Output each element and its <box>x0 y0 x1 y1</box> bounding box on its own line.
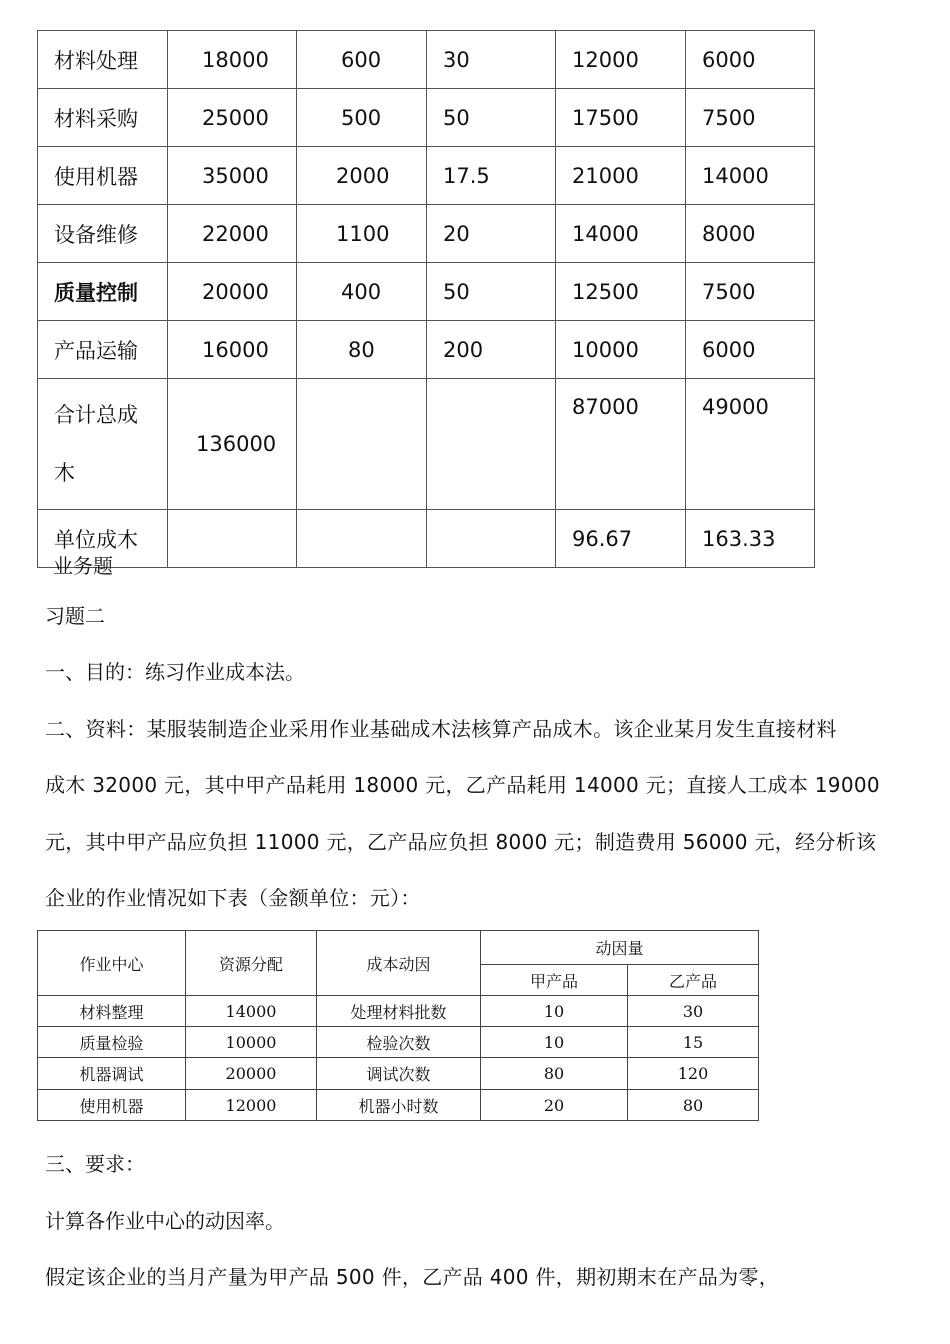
cell-total: 35000 <box>168 147 297 205</box>
activity-name: 使用机器 <box>38 147 168 205</box>
cell-value: 163.33 <box>686 510 815 568</box>
cell-value: 30 <box>427 31 556 89</box>
activity-name: 产品运输 <box>38 321 168 379</box>
header-row <box>38 931 759 965</box>
table-row <box>38 996 759 1027</box>
cell-value: 49000 <box>686 379 815 510</box>
cell-total: 16000 <box>168 321 297 379</box>
driver-qty-b: 15 <box>628 1027 759 1058</box>
cell-total: 25000 <box>168 89 297 147</box>
cell-empty <box>427 379 556 510</box>
requirement-2: 假定该企业的当月产量为甲产品 500 件，乙产品 400 件，期初期末在产品为零， <box>45 1265 780 1289</box>
cell-value: 10000 <box>556 321 686 379</box>
header-product-b: 乙产品 <box>628 965 759 996</box>
cell-value: 50 <box>427 263 556 321</box>
table-row <box>38 89 815 147</box>
cell-value: 17500 <box>556 89 686 147</box>
heading-exercise: 习题二 <box>45 604 105 628</box>
cell-value: 14000 <box>556 205 686 263</box>
requirement-1: 计算各作业中心的动因率。 <box>45 1209 285 1233</box>
cost-driver: 处理材料批数 <box>317 996 481 1027</box>
header-center: 作业中心 <box>38 931 186 996</box>
driver-qty-a: 80 <box>481 1058 628 1090</box>
cell-value: 50 <box>427 89 556 147</box>
resource-value: 12000 <box>186 1090 317 1121</box>
cell-value: 600 <box>297 31 427 89</box>
header-driver-qty: 动因量 <box>481 931 759 965</box>
cost-driver: 机器小时数 <box>317 1090 481 1121</box>
table-row <box>38 1090 759 1121</box>
cell-total: 20000 <box>168 263 297 321</box>
activity-name: 材料处理 <box>38 31 168 89</box>
cell-value: 8000 <box>686 205 815 263</box>
heading-business: 业务题 <box>53 554 113 578</box>
cell-value: 96.67 <box>556 510 686 568</box>
cell-value: 14000 <box>686 147 815 205</box>
activity-center: 质量检验 <box>38 1027 186 1058</box>
cell-value: 80 <box>297 321 427 379</box>
cell-value: 200 <box>427 321 556 379</box>
purpose-text: 一、目的：练习作业成本法。 <box>45 660 305 684</box>
cell-value: 6000 <box>686 321 815 379</box>
requirements-heading: 三、要求： <box>45 1152 145 1176</box>
header-driver: 成本动因 <box>317 931 481 996</box>
cell-value: 12000 <box>556 31 686 89</box>
table-row <box>38 321 815 379</box>
cell-value: 400 <box>297 263 427 321</box>
total-label-line1: 合计总成 <box>54 403 138 427</box>
table-row <box>38 205 815 263</box>
total-row <box>38 379 815 510</box>
material-line-3: 元，其中甲产品应负担 11000 元，乙产品应负担 8000 元；制造费用 56000 元，经分析该 <box>45 830 877 854</box>
cell-value: 2000 <box>297 147 427 205</box>
activity-center: 机器调试 <box>38 1058 186 1090</box>
cell-empty <box>168 510 297 568</box>
cost-driver: 检验次数 <box>317 1027 481 1058</box>
cell-empty <box>297 510 427 568</box>
driver-qty-a: 10 <box>481 996 628 1027</box>
cell-value: 1100 <box>297 205 427 263</box>
activity-name: 材料采购 <box>38 89 168 147</box>
table-row <box>38 1027 759 1058</box>
cell-value: 12500 <box>556 263 686 321</box>
cell-total: 18000 <box>168 31 297 89</box>
header-product-a: 甲产品 <box>481 965 628 996</box>
activity-driver-table <box>37 930 759 1121</box>
material-line-1: 二、资料：某服装制造企业采用作业基础成木法核算产品成木。该企业某月发生直接材料 <box>45 717 837 741</box>
resource-value: 14000 <box>186 996 317 1027</box>
unit-cost-label: 单位成木 <box>38 510 168 568</box>
total-row-label <box>38 379 168 510</box>
table-row <box>38 31 815 89</box>
cell-value: 7500 <box>686 89 815 147</box>
cell-value: 6000 <box>686 31 815 89</box>
cell-value: 20 <box>427 205 556 263</box>
unit-cost-row <box>38 510 815 568</box>
activity-center: 使用机器 <box>38 1090 186 1121</box>
cell-value: 7500 <box>686 263 815 321</box>
table-row <box>38 1058 759 1090</box>
driver-qty-b: 120 <box>628 1058 759 1090</box>
driver-qty-b: 30 <box>628 996 759 1027</box>
cost-allocation-table <box>37 30 815 568</box>
resource-value: 10000 <box>186 1027 317 1058</box>
activity-name: 质量控制 <box>38 263 168 321</box>
driver-qty-a: 10 <box>481 1027 628 1058</box>
total-label-line2: 木 <box>54 461 75 485</box>
activity-center: 材料整理 <box>38 996 186 1027</box>
table-row <box>38 147 815 205</box>
resource-value: 20000 <box>186 1058 317 1090</box>
cell-value: 87000 <box>556 379 686 510</box>
cell-value: 21000 <box>556 147 686 205</box>
driver-qty-b: 80 <box>628 1090 759 1121</box>
activity-name: 设备维修 <box>38 205 168 263</box>
cell-value: 17.5 <box>427 147 556 205</box>
table-row <box>38 263 815 321</box>
cell-total: 22000 <box>168 205 297 263</box>
material-line-2: 成木 32000 元，其中甲产品耗用 18000 元，乙产品耗用 14000 元；直接人工成本 19000 <box>45 773 880 797</box>
cell-grand-total: 136000 <box>168 379 297 510</box>
cell-value: 500 <box>297 89 427 147</box>
cell-empty <box>297 379 427 510</box>
driver-qty-a: 20 <box>481 1090 628 1121</box>
header-resource: 资源分配 <box>186 931 317 996</box>
cost-driver: 调试次数 <box>317 1058 481 1090</box>
cell-empty <box>427 510 556 568</box>
material-line-4: 企业的作业情况如下表（金额单位：元）： <box>45 886 421 910</box>
